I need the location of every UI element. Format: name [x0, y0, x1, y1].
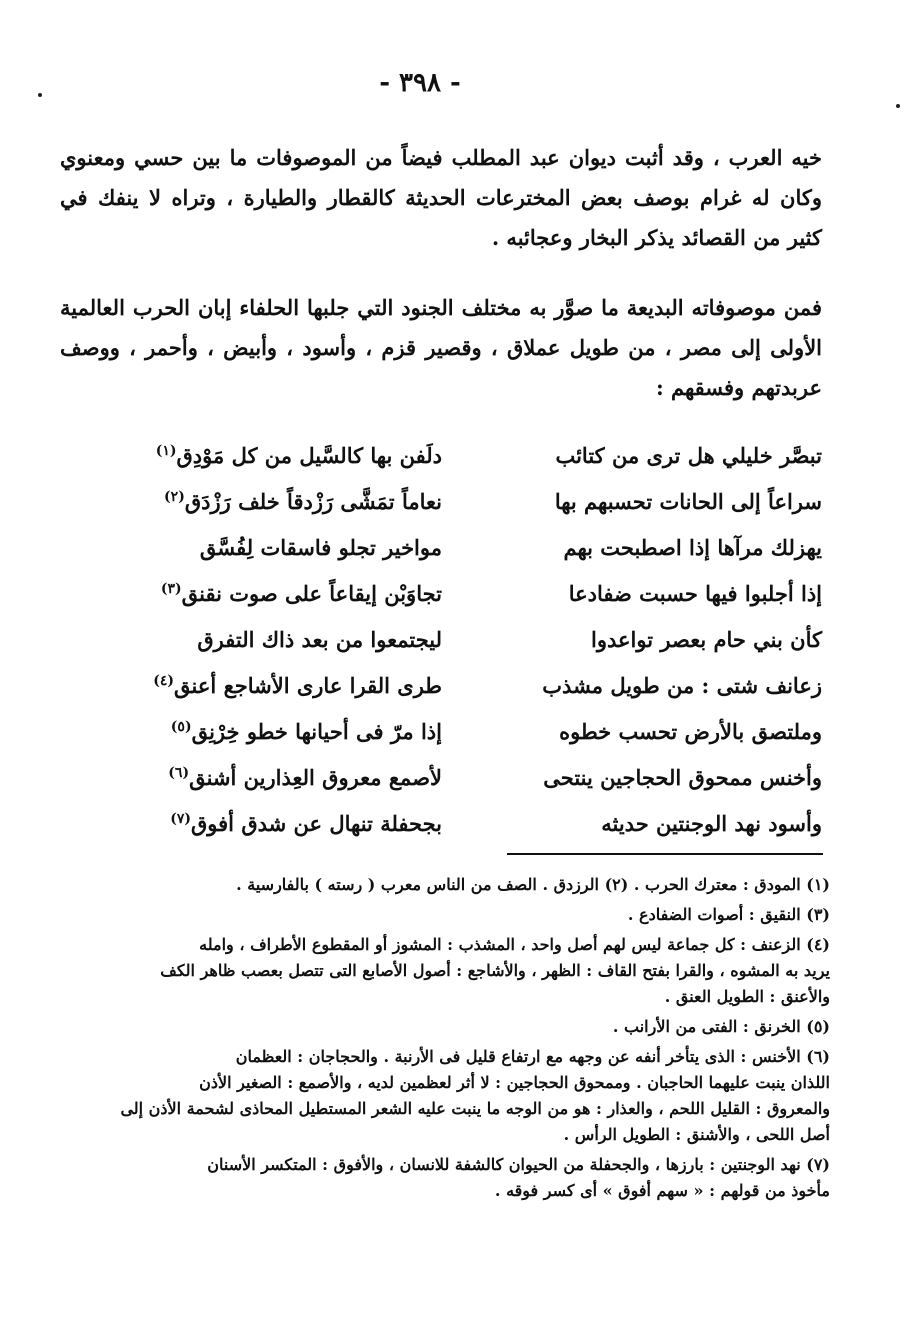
verse-line: [60, 754, 822, 800]
verse-second-hemistich: [60, 581, 442, 606]
footnote-line: (٥) الخرنق : الفتى من الأرانب .: [612, 1017, 830, 1036]
verse-line: [60, 432, 822, 478]
speck-mark: [896, 104, 900, 108]
verse-line: [60, 570, 822, 616]
footnote-line: مأخوذ من قولهم : « سهم أفوق » أى كسر فوقه .: [494, 1181, 830, 1200]
verse-first-hemistich: زعانف شتى : من طويل مشذب: [542, 672, 822, 698]
footnote-marker: (٤): [153, 672, 175, 689]
footnote-block: [55, 902, 830, 928]
footnote-marker: (١): [155, 442, 177, 459]
footnote-marker: (٥): [170, 718, 192, 735]
footnote-line: (١) المودق : معترك الحرب . (٢) الرزدق . الصف من الناس معرب ( رسته ) بالفارسية .: [236, 875, 830, 894]
footnotes: [55, 872, 830, 1208]
verse-second-text: نعاماً تمَشَّى رَزْدقاً خلف رَزْدَق: [184, 488, 442, 514]
verse-line: [60, 524, 822, 570]
footnote-line: (٣) النقيق : أصوات الضفادع .: [627, 905, 830, 924]
verse-line: [60, 616, 822, 662]
footnote-line: (٦) الأخنس : الذى يتأخر أنفه عن وجهه مع ارتفاع قليل فى الأرنبة . والحجاجان : العظمان: [235, 1047, 830, 1066]
footnote-line: (٤) الزعنف : كل جماعة ليس لهم أصل واحد ، المشذب : المشوز أو المقطوع الأطراف ، وامله: [199, 935, 830, 954]
verse-second-text: ليجتمعوا من بعد ذاك التفرق: [197, 626, 442, 652]
verse-second-hemistich: [60, 673, 442, 698]
footnote-line: يريد به المشوه ، والقرا بفتح القاف : الظهر ، والأشاجع : أصول الأصابع التى تتصل بعصب ظاهر الكف: [160, 961, 830, 980]
verse-second-hemistich: [60, 765, 442, 790]
footnote-block: [55, 1044, 830, 1148]
verse-first-hemistich: وأخنس ممحوق الحجاجين ينتحى: [543, 764, 822, 790]
verse-first-hemistich: تبصَّر خليلي هل ترى من كتائب: [555, 442, 822, 468]
verse-first-hemistich: سراعاً إلى الحانات تحسبهم بها: [554, 488, 822, 514]
footnote-block: [55, 932, 830, 1010]
verse-second-hemistich: [60, 627, 442, 652]
verse-first-hemistich: وأسود نهد الوجنتين حديثه: [601, 810, 822, 836]
footnote-block: [55, 872, 830, 898]
paragraph-1: خيه العرب ، وقد أثبت ديوان عبد المطلب فيضاً من الموصوفات ما بين حسي ومعنوي وكان له غرام بوصف بعض المخترعات الحديثة كالقطار والطيارة ، وتراه لا ينفك في كثير من القصائد يذكر البخار وعجائبه .: [60, 145, 822, 250]
poem-verses: [60, 432, 822, 846]
verse-second-text: دلَفن بها كالسَّيل من كل مَوْدِق: [176, 442, 442, 468]
verse-first-hemistich: يهزلك مرآها إذا اصطبحت بهم: [563, 534, 822, 560]
footnote-block: [55, 1014, 830, 1040]
verse-first-hemistich: إذا أجلبوا فيها حسبت ضفادعا: [568, 580, 822, 606]
footnote-rule: [507, 853, 823, 855]
verse-second-hemistich: [60, 535, 442, 560]
verse-first-hemistich: كأن بني حام بعصر تواعدوا: [591, 626, 822, 652]
footnote-line: والمعروق : القليل اللحم ، والعذار : هو من الوجه ما ينبت عليه الشعر المستطيل المحاذى لشحمة الأذن إلى: [120, 1099, 830, 1118]
verse-second-hemistich: [60, 811, 442, 836]
footnote-marker: (٢): [164, 488, 185, 505]
verse-line: [60, 478, 822, 524]
verse-second-text: إذا مرّ فى أحيانها خطو خِرْنِق: [191, 718, 442, 744]
verse-second-hemistich: [60, 489, 442, 514]
verse-second-text: طرى القرا عارى الأشاجع أعنق: [174, 672, 442, 698]
verse-second-hemistich: [60, 719, 442, 744]
footnote-marker: (٦): [168, 764, 190, 781]
verse-line: [60, 800, 822, 846]
verse-second-text: مواخير تجلو فاسقات لِفُسَّق: [199, 534, 442, 560]
verse-second-text: بجحفلة تنهال عن شدق أفوق: [191, 810, 442, 836]
verse-line: [60, 708, 822, 754]
footnote-marker: (٧): [170, 810, 191, 827]
verse-line: [60, 662, 822, 708]
footnote-line: (٧) نهد الوجنتين : بارزها ، والجحفلة من الحيوان كالشفة للانسان ، والأفوق : المتكسر الأسنان: [207, 1155, 830, 1174]
footnote-line: والأعنق : الطويل العنق .: [664, 987, 830, 1006]
verse-second-text: لأصمع معروق العِذارين أشنق: [189, 764, 442, 790]
footnote-line: اللذان ينبت عليهما الحاجبان . وممحوق الحجاجين : لا أثر لعظمين لديه ، والأصمع : الصغير الأذن: [199, 1073, 830, 1092]
footnote-block: [55, 1152, 830, 1204]
footnote-line: أصل اللحى ، والأشنق : الطويل الرأس .: [563, 1125, 830, 1144]
verse-first-hemistich: وملتصق بالأرض تحسب خطوه: [559, 718, 822, 744]
footnote-marker: (٣): [160, 580, 182, 597]
page-number: - ٣٩٨ -: [379, 68, 461, 98]
verse-second-text: تجاوَبْن إيقاعاً على صوت نقنق: [181, 580, 442, 606]
paragraph-2: فمن موصوفاته البديعة ما صوَّر به مختلف الجنود التي جلبها الحلفاء إبان الحرب العالمية الأولى إلى مصر ، من طويل عملاق ، وقصير قزم ، وأسود ، وأبيض ، وأحمر ، ووصف عربدتهم وفسقهم :: [60, 295, 822, 400]
verse-second-hemistich: [60, 443, 442, 468]
